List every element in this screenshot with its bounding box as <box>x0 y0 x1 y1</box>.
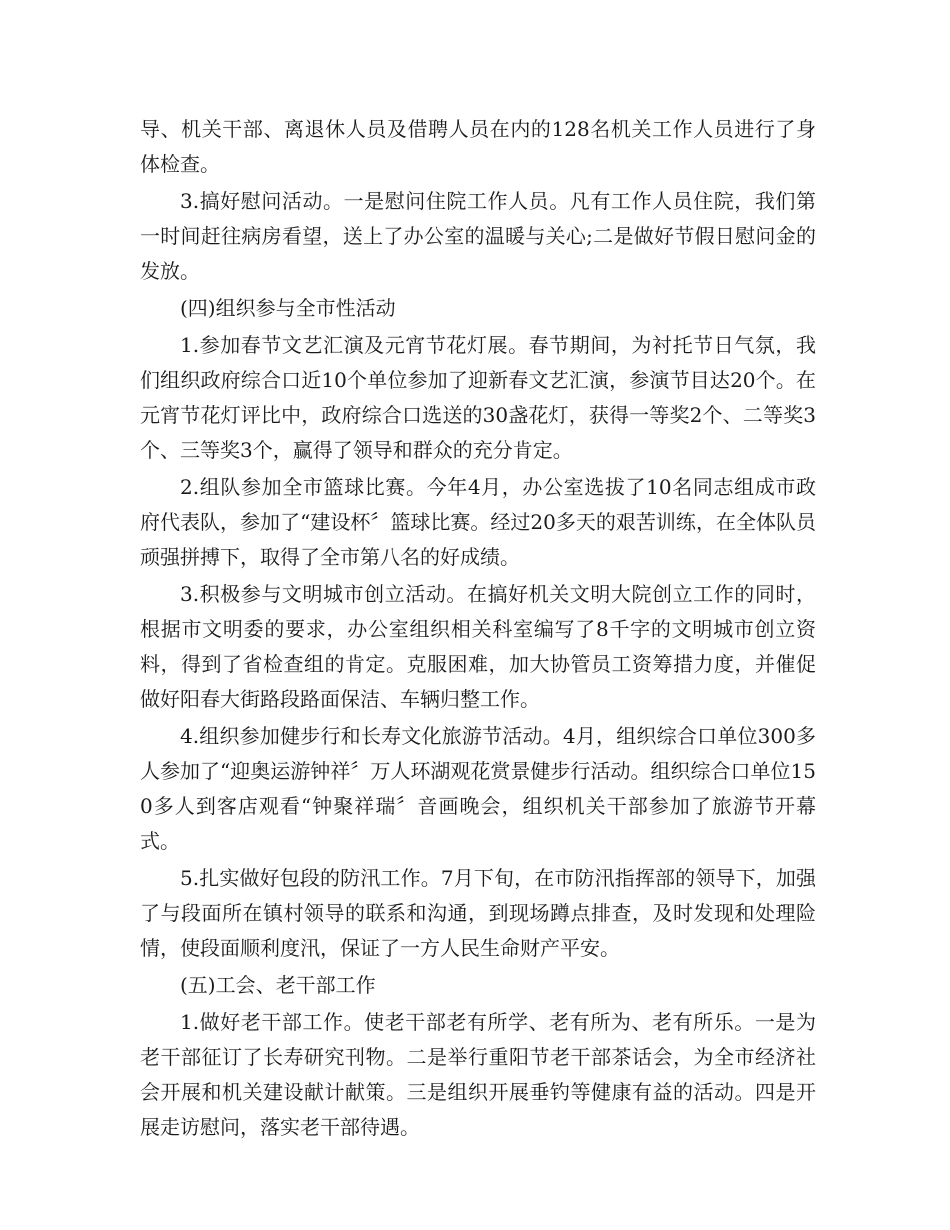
heading-union-veteran-cadres: (五)工会、老干部工作 <box>180 973 376 997</box>
paragraph-condolence-activities: 3.搞好慰问活动。一是慰问住院工作人员。凡有工作人员住院，我们第一时间赶往病房看望，送上了办公室的温暖与关心;二是做好节假日慰问金的发放。 <box>140 189 816 283</box>
paragraph-health-check-continuation: 导、机关干部、离退休人员及借聘人员在内的128名机关工作人员进行了身体检查。 <box>140 117 816 176</box>
paragraph-veteran-cadre-work: 1.做好老干部工作。使老干部老有所学、老有所为、老有所乐。一是为老干部征订了长寿研究刊物。二是举行重阳节老干部茶话会，为全市经济社会开展和机关建设献计献策。三是组织开展垂钓等健康有益的活动。四是开展走访慰问，落实老干部待遇。 <box>140 1010 816 1139</box>
paragraph-civilized-city: 3.积极参与文明城市创立活动。在搞好机关文明大院创立工作的同时，根据市文明委的要求，办公室组织相关科室编写了8千字的文明城市创立资料，得到了省检查组的肯定。克服困难，加大协管员工资筹措力度，并催促做好阳春大街路段路面保洁、车辆归整工作。 <box>140 582 816 711</box>
paragraph-basketball-match: 2.组队参加全市篮球比赛。今年4月，办公室选拔了10名同志组成市政府代表队，参加了“建设杯〞篮球比赛。经过20多天的艰苦训练，在全体队员顽强拼搏下，取得了全市第八名的好成绩。 <box>140 475 816 569</box>
heading-citywide-activities: (四)组织参与全市性活动 <box>180 296 396 320</box>
paragraph-walking-tourism-festival: 4.组织参加健步行和长寿文化旅游节活动。4月，组织综合口单位300多人参加了“迎奥运游钟祥〞万人环湖观花赏景健步行活动。组织综合口单位150多人到客店观看“钟聚祥瑞〞音画晚会，组织机关干部参加了旅游节开幕式。 <box>140 724 816 853</box>
document-body <box>140 112 816 1147</box>
paragraph-spring-festival-gala: 1.参加春节文艺汇演及元宵节花灯展。春节期间，为衬托节日气氛，我们组织政府综合口近10个单位参加了迎新春文艺汇演，参演节目达20个。在元宵节花灯评比中，政府综合口选送的30盏花灯，获得一等奖2个、二等奖3个、三等奖3个，赢得了领导和群众的充分肯定。 <box>140 333 816 462</box>
paragraph-flood-control: 5.扎实做好包段的防汛工作。7月下旬，在市防汛指挥部的领导下，加强了与段面所在镇村领导的联系和沟通，到现场蹲点排查，及时发现和处理险情，使段面顺利度汛，保证了一方人民生命财产平安。 <box>140 866 816 960</box>
